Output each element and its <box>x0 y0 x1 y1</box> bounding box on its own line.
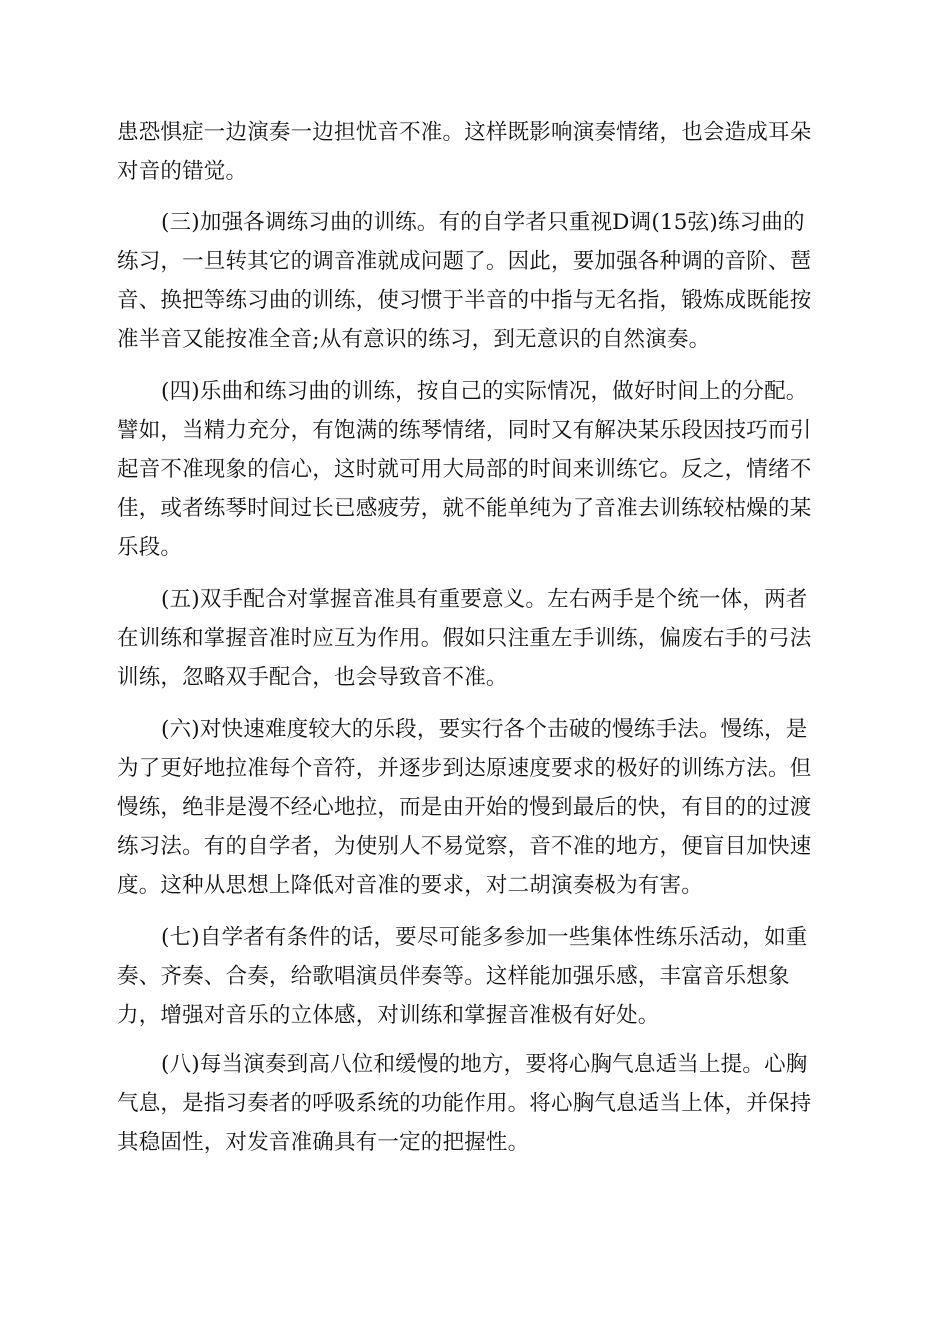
text-line: 音、换把等练习曲的训练，使习惯于半音的中指与无名指，锻炼成既能按 <box>117 288 812 313</box>
text-line: 力，增强对音乐的立体感，对训练和掌握音准极有好处。 <box>117 1003 660 1028</box>
text-line: 在训练和掌握音准时应互为作用。假如只注重左手训练，偏废右手的弓法 <box>117 626 812 651</box>
text-line: 对音的错觉。 <box>117 159 248 184</box>
paragraph-section-8 <box>117 1045 837 1162</box>
text-line: (八)每当演奏到高八位和缓慢的地方，要将心胸气息适当上提。心胸 <box>161 1052 808 1077</box>
text-line: 准半音又能按准全音;从有意识的练习，到无意识的自然演奏。 <box>117 327 711 352</box>
text-line: 气息，是指习奏者的呼吸系统的功能作用。将心胸气息适当上体，并保持 <box>117 1091 812 1116</box>
text-line: 其稳固性，对发音准确具有一定的把握性。 <box>117 1130 530 1155</box>
text-line: 训练，忽略双手配合，也会导致音不准。 <box>117 665 508 690</box>
text-line: 譬如，当精力充分，有饱满的练琴情绪，同时又有解决某乐段因技巧而引 <box>117 418 812 443</box>
text-line: 练习，一旦转其它的调音准就成问题了。因此，要加强各种调的音阶、琶 <box>117 249 812 274</box>
text-line: 佳，或者练琴时间过长已感疲劳，就不能单纯为了音准去训练较枯燥的某 <box>117 496 812 521</box>
paragraph-fear-of-intonation <box>117 113 837 191</box>
text-line: 度。这种从思想上降低对音准的要求，对二胡演奏极为有害。 <box>117 873 703 898</box>
text-line: 为了更好地拉准每个音符，并逐步到达原速度要求的极好的训练方法。但 <box>117 756 812 781</box>
text-line: (五)双手配合对掌握音准具有重要意义。左右两手是个统一体，两者 <box>161 587 808 612</box>
paragraph-section-6 <box>117 710 837 905</box>
paragraph-section-3 <box>117 203 837 359</box>
text-line: (七)自学者有条件的话，要尽可能多参加一些集体性练乐活动，如重 <box>161 925 808 950</box>
text-line: (四)乐曲和练习曲的训练，按自己的实际情况，做好时间上的分配。 <box>161 379 808 404</box>
text-line: (三)加强各调练习曲的训练。有的自学者只重视D调(15弦)练习曲的 <box>161 210 805 235</box>
text-line: 奏、齐奏、合奏，给歌唱演员伴奏等。这样能加强乐感，丰富音乐想象 <box>117 964 790 989</box>
text-line: (六)对快速难度较大的乐段，要实行各个击破的慢练手法。慢练，是 <box>161 717 808 742</box>
paragraph-section-5 <box>117 580 837 697</box>
paragraph-section-4 <box>117 372 837 567</box>
text-line: 起音不准现象的信心，这时就可用大局部的时间来训练它。反之，情绪不 <box>117 457 812 482</box>
paragraph-section-7 <box>117 918 837 1035</box>
text-line: 练习法。有的自学者，为使别人不易觉察，音不准的地方，便盲目加快速 <box>117 834 812 859</box>
text-line: 慢练，绝非是漫不经心地拉，而是由开始的慢到最后的快，有目的的过渡 <box>117 795 812 820</box>
text-line: 乐段。 <box>117 535 183 560</box>
text-line: 患恐惧症一边演奏一边担忧音不准。这样既影响演奏情绪，也会造成耳朵 <box>117 120 812 145</box>
